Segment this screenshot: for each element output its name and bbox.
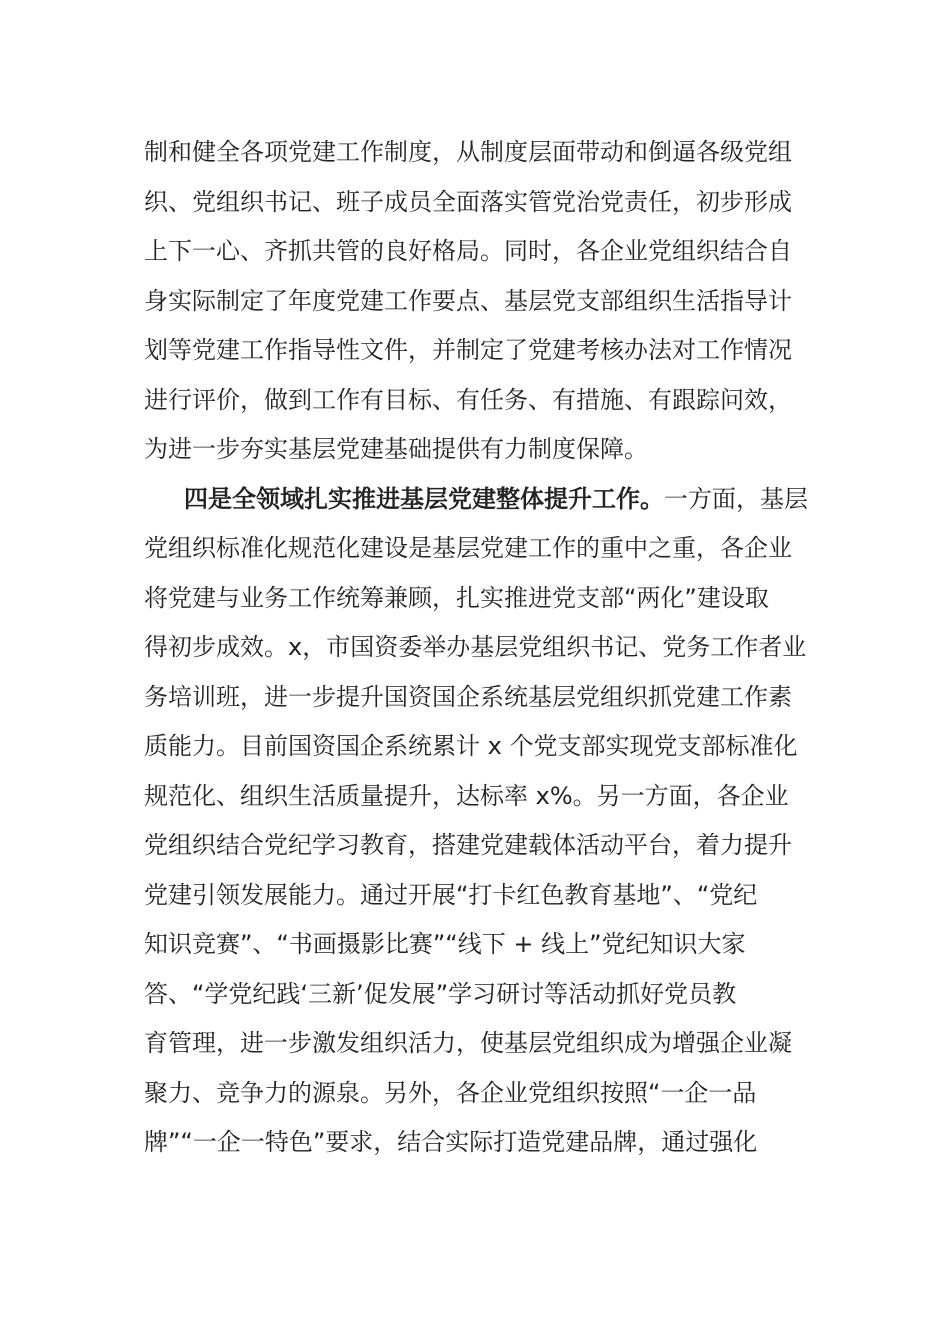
text-line: 党组织标准化规范化建设是基层党建工作的重中之重，各企业 — [144, 534, 792, 562]
text-line-first — [144, 475, 824, 525]
heading-continuation: 一方面，基层 — [664, 484, 808, 513]
text-line: 划等党建工作指导性文件，并制定了党建考核办法对工作情况 — [144, 336, 792, 364]
text-line: 务培训班，进一步提升国资国企系统基层党组织抓党建工作素 — [144, 682, 792, 711]
text-line: 进行评价，做到工作有目标、有任务、有措施、有跟踪问效， — [144, 385, 792, 414]
text-line: 党组织结合党纪学习教育，搭建党建载体活动平台，着力提升 — [144, 831, 792, 859]
text-line: 为进一步夯实基层党建基础提供有力制度保障。 — [144, 435, 648, 463]
paragraph-2 — [144, 475, 824, 1168]
document-body — [144, 128, 824, 1168]
text-line: 得初步成效。x，市国资委举办基层党组织书记、党务工作者业 — [144, 633, 807, 661]
text-line: 将党建与业务工作统筹兼顾，扎实推进党支部“两化”建设取 — [144, 583, 769, 612]
text-line: 规范化、组织生活质量提升，达标率 x%。另一方面，各企业 — [144, 781, 789, 810]
text-line: 育管理，进一步激发组织活力，使基层党组织成为增强企业凝 — [144, 1029, 792, 1057]
paragraph-heading: 四是全领域扎实推进基层党建整体提升工作。 — [184, 484, 664, 513]
text-line: 牌”“一企一特色”要求，结合实际打造党建品牌，通过强化 — [144, 1128, 758, 1156]
text-line: 质能力。目前国资国企系统累计 x 个党支部实现党支部标准化 — [144, 732, 798, 760]
paragraph-1 — [144, 128, 824, 475]
text-line: 知识竞赛”、“书画摄影比赛”“线下 + 线上”党纪知识大家 — [144, 930, 746, 958]
text-line: 聚力、竞争力的源泉。另外，各企业党组织按照“一企一品 — [144, 1078, 757, 1107]
text-line: 制和健全各项党建工作制度，从制度层面带动和倒逼各级党组 — [144, 138, 792, 166]
text-line: 党建引领发展能力。通过开展“打卡红色教育基地”、“党纪 — [144, 880, 758, 909]
text-line: 身实际制定了年度党建工作要点、基层党支部组织生活指导计 — [144, 286, 792, 315]
text-line: 上下一心、齐抓共管的良好格局。同时，各企业党组织结合自 — [144, 237, 792, 265]
text-line: 答、“学党纪践‘三新’促发展”学习研讨等活动抓好党员教 — [144, 979, 737, 1008]
text-line: 织、党组织书记、班子成员全面落实管党治党责任，初步形成 — [144, 187, 792, 216]
